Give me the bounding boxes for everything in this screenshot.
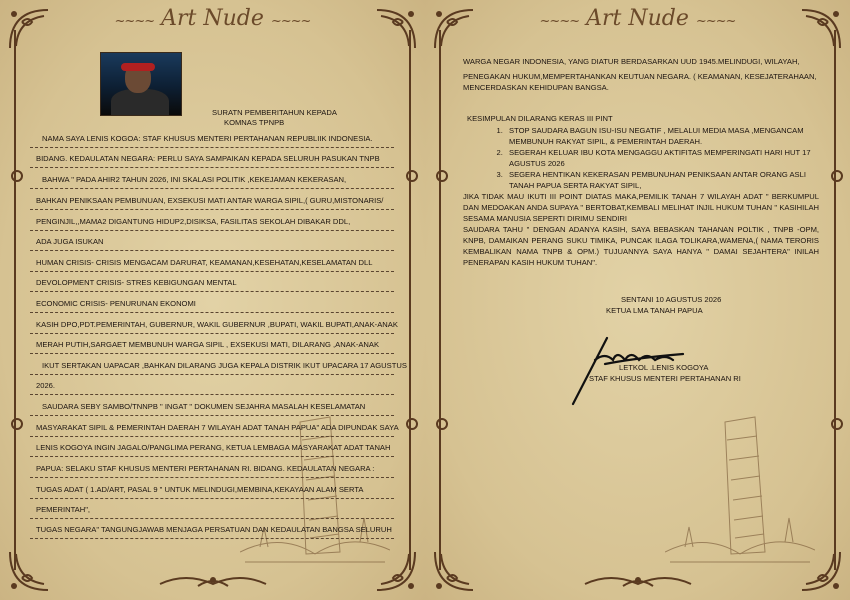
signer-organization: KETUA LMA TANAH PAPUA xyxy=(606,306,703,315)
line-rule xyxy=(30,374,394,375)
profile-photo xyxy=(100,52,182,116)
line-rule xyxy=(30,188,394,189)
frame-border-right xyxy=(409,30,411,570)
signer-name: LETKOL .LENIS KOGOYA xyxy=(619,363,709,372)
conclusion-item: 2. SEGERAH KELUAR IBU KOTA MENGAGGU AKTIFITAS MEMPERINGATI HARI HUT 17 AGUSTUS 2026 xyxy=(505,147,819,169)
ornament-corner-icon xyxy=(431,548,477,594)
place-date: SENTANI 10 AGUSTUS 2026 xyxy=(621,295,722,304)
conclusion-list xyxy=(463,125,819,191)
letter-line: ADA JUGA ISUKAN xyxy=(36,237,104,246)
letter-line: DEVOLOPMENT CRISIS- STRES KEBIGUNGAN MENTAL xyxy=(36,278,237,287)
letter-line: TUGAS ADAT ( 1.AD/ART, PASAL 9 " UNTUK MELINDUGI,MEMBINA,KEKAYAAN ALAM SERTA xyxy=(36,485,364,494)
header-flourish: ~~~~ Art Nude ~~~~ xyxy=(539,6,736,31)
line-rule xyxy=(30,167,394,168)
ornament-corner-icon xyxy=(798,6,844,52)
letter-line: NAMA SAYA LENIS KOGOA: STAF KHUSUS MENTERI PERTAHANAN REPUBLIIK INDONESIA. xyxy=(42,134,373,143)
letter-line: PENGINJIL,,MAMA2 DIGANTUNG HIDUP2,DISIKSA, FASILITAS SEKOLAH DIBAKAR DDL, xyxy=(36,217,351,226)
line-rule xyxy=(30,498,394,499)
letter-line: 2026. xyxy=(36,381,56,390)
frame-border-left xyxy=(14,30,16,570)
letter-line: KASIH DPO,PDT.PEMERINTAH, GUBERNUR, WAKIL GUBERNUR ,BUPATI, WAKIL BUPATI,ANAK-ANAK xyxy=(36,320,398,329)
intro-line: MENCERDASKAN KEHIDUPAN BANGSA. xyxy=(463,83,609,92)
conclusion-item: 1. STOP SAUDARA BAGUN ISU-ISU NEGATIF , MELALUI MEDIA MASA ,MENGANCAM MEMBUNUH RAKYAT SIPIL, & PEMERINTAH DAERAH. xyxy=(505,125,819,147)
line-rule xyxy=(30,477,394,478)
letter-line: LENIS KOGOYA INGIN JAGALO/PANGLIMA PERANG, KETUA LEMBAGA MASYARAKAT ADAT TANAH xyxy=(36,443,391,452)
letter-line: PEMERINTAH", xyxy=(36,505,91,514)
ornament-corner-icon xyxy=(431,6,477,52)
letter-line: TUGAS NEGARA" TANGUNGJAWAB MENJAGA PERSATUAN DAN KEDAULATAN BANGSA SELURUH xyxy=(36,525,392,534)
conclusion-heading: KESIMPULAN DILARANG KERAS III PINT xyxy=(467,114,613,123)
signer-title: STAF KHUSUS MENTERI PERTAHANAN RI xyxy=(589,374,741,383)
letter-line: ECONOMIC CRISIS- PENURUNAN EKONOMI xyxy=(36,299,196,308)
header-flourish: ~~~~ Art Nude ~~~~ xyxy=(114,6,311,31)
ornament-corner-icon xyxy=(373,6,419,52)
line-rule xyxy=(30,209,394,210)
bottom-flourish-icon xyxy=(158,570,268,592)
letter-recipient: KOMNAS TPNPB xyxy=(224,118,285,127)
ornament-corner-icon xyxy=(6,6,52,52)
line-rule xyxy=(30,250,394,251)
line-rule xyxy=(30,415,394,416)
line-rule xyxy=(30,333,394,334)
line-rule xyxy=(30,353,394,354)
line-rule xyxy=(30,538,394,539)
bottom-flourish-icon xyxy=(583,570,693,592)
letter-line: BAHKAN PENIKSAAN PEMBUNUAN, EXSEKUSI MATI ANTAR WARGA SIPIL,( GURU,MISTONARIS/ xyxy=(36,196,384,205)
letter-line: IKUT SERTAKAN UAPACAR ,BAHKAN DILARANG JUGA KEPALA DISTRIK IKUT UPACARA 17 AGUSTUS xyxy=(42,361,407,370)
letter-line: MASYARAKAT SIPIL & PEMERINTAH DAERAH 7 WILAYAH ADAT TANAH PAPUA" ADA DIPUNDAK SAYA xyxy=(36,423,399,432)
line-rule xyxy=(30,291,394,292)
letter-line: HUMAN CRISIS- CRISIS MENGACAM DARURAT, KEAMANAN,KESEHATAN,KESELAMATAN DLL xyxy=(36,258,373,267)
intro-line: WARGA NEGAR INDONESIA, YANG DIATUR BERDASARKAN UUD 1945.MELINDUGI, WILAYAH, xyxy=(463,57,800,66)
letter-line: BAHWA " PADA AHIR2 TAHUN 2026, INI SKALASI POLITIK ,KEKEJAMAN KEKERASAN, xyxy=(42,175,347,184)
letter-line: SAUDARA SEBY SAMBO/TNNPB " INGAT " DOKUMEN SEJAHRA MASALAH KESELAMATAN xyxy=(42,402,366,411)
line-rule xyxy=(30,312,394,313)
line-rule xyxy=(30,456,394,457)
line-rule xyxy=(30,436,394,437)
line-rule xyxy=(30,147,394,148)
intro-line: PENEGAKAN HUKUM,MEMPERTAHANKAN KEUTUAN NEGARA. ( KEAMANAN, KESEJATERAHAAN, xyxy=(463,72,817,81)
right-page xyxy=(425,0,850,600)
line-rule xyxy=(30,394,394,395)
ornament-corner-icon xyxy=(6,548,52,594)
line-rule xyxy=(30,518,394,519)
letter-line: MERAH PUTIH,SARGAET MEMBUNUH WARGA SIPIL , EXSEKUSI MATI, DILARANG ,ANAK-ANAK xyxy=(36,340,380,349)
leaning-tower-sketch-icon xyxy=(665,382,815,572)
letter-line: PAPUA: SELAKU STAF KHUSUS MENTERI PERTAHANAN RI. BIDANG. KEDAULATAN NEGARA : xyxy=(36,464,375,473)
frame-border-right xyxy=(834,30,836,570)
paragraph-warning: JIKA TIDAK MAU IKUTI III POINT DIATAS MAKA,PEMILIK TANAH 7 WILAYAH ADAT " BERKUMPUL DAN MEDOAKAN ANDA SUPAYA " BERTOBAT,KEMBALI MELIHAT INJIL HUKUM TUHAN " KASIHILAH SESAMA MANUSIA SEPERTI DIRIMU SENDIRI xyxy=(463,192,819,223)
line-rule xyxy=(30,271,394,272)
paragraph-peace: SAUDARA TAHU " DENGAN ADANYA KASIH, SAYA BEBASKAN TAHANAN POLTIK , TNPB -OPM, KNPB, DAMAIKAN PERANG SUKU TIMIKA, PUNCAK ILAGA TOLIKARA,WAMENA,( NAMA TERORIS KEMBALIKAN NAMA TNPB & OPM.) TUJUANNYA SAYA HANYA " DAMAI SEJAHTERA" INILAH PENERAPAN KASIH HUKUM TUHAN". xyxy=(463,225,819,267)
line-rule xyxy=(30,230,394,231)
conclusion-item: 3. SEGERA HENTIKAN KEKERASAN PEMBUNUHAN PENIKSAAN ANTAR ORANG ASLI TANAH PAPUA SERTA RAKYAT SIPIL, xyxy=(505,169,819,191)
frame-border-left xyxy=(439,30,441,570)
letter-line: BIDANG. KEDAULATAN NEGARA: PERLU SAYA SAMPAIKAN KEPADA SELURUH PASUKAN TNPB xyxy=(36,154,380,163)
letter-title: SURATN PEMBERITAHUN KEPADA xyxy=(212,108,337,117)
